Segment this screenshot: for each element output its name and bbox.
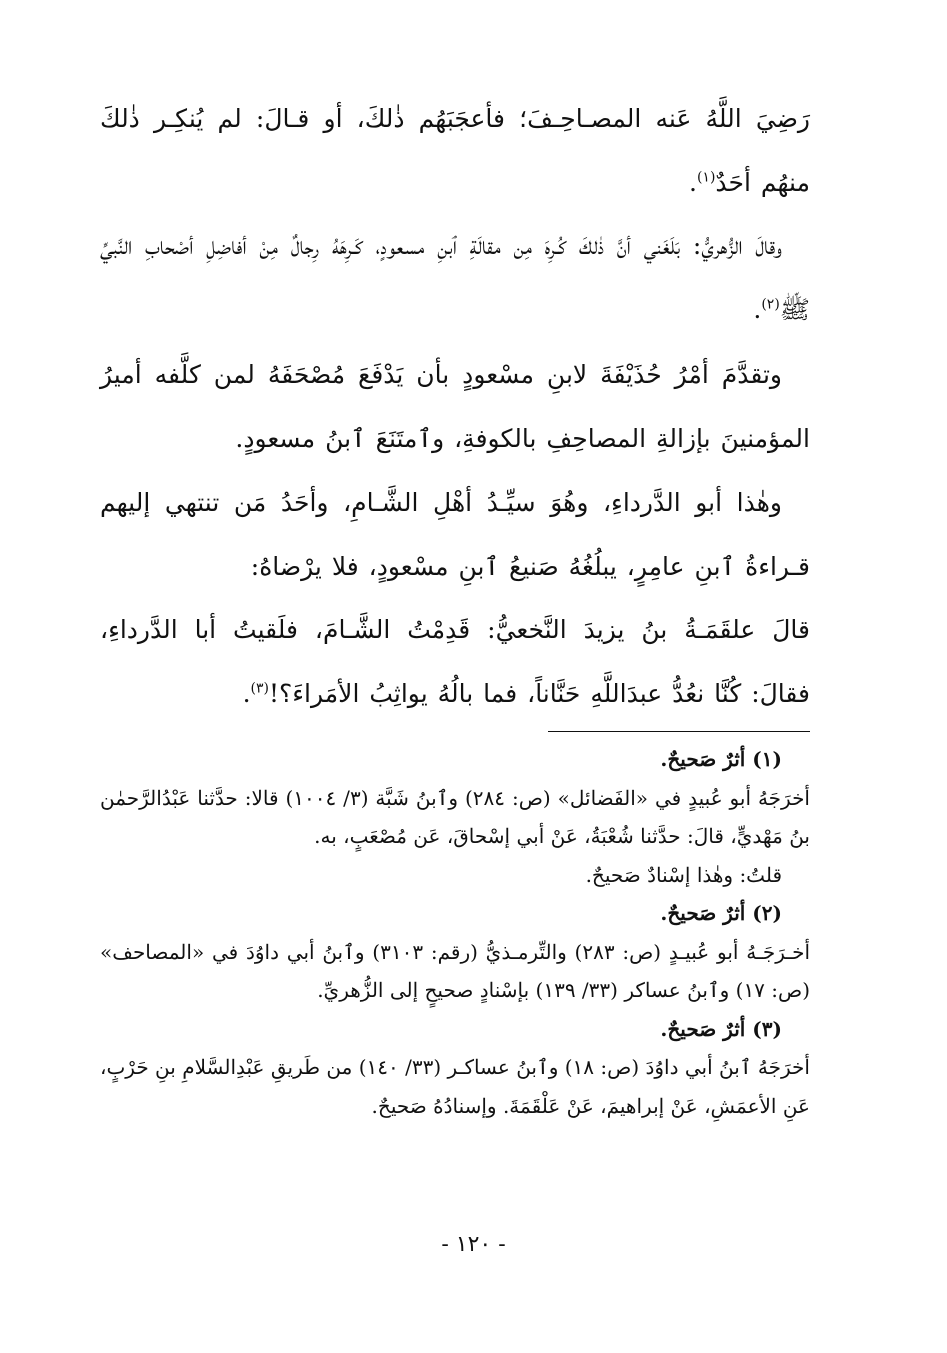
footnote-text-2: أخـرَجَـهُ أبو عُبيـدٍ (ص: ٢٨٣) والتِّرمـذيُّ (رقم: ٣١٠٣) وٱبنُ أبي داوُدَ في «المصاحف» (ص: ١٧) وٱبنُ عساكر (٣٣/ ١٣٩) بإسْنادٍ صحيحٍ إلى الزُّهريِّ. — [100, 939, 811, 1002]
page-number: - ١٢٠ - — [441, 1232, 506, 1257]
footnote-text-3: أخرَجَهُ ٱبنُ أبي داوُدَ (ص: ١٨) وٱبنُ عساكـر (٣٣/ ١٤٠) من طَريقِ عَبْدِالسَّلامِ بنِ حَرْبٍ، عَنِ الأعمَشِ، عَنْ إبراهيمَ، عَنْ عَلْقَمَةَ. وإسنادُهُ صَحيحٌ. — [100, 1055, 810, 1118]
paragraph-2 — [100, 214, 810, 342]
paragraph-tail: . — [242, 679, 251, 708]
footnote-comment: قلتُ: وهٰذا إسْنادٌ صَحيحٌ. — [585, 862, 782, 887]
paragraph-5 — [100, 598, 810, 726]
footnote-ref: (٣) — [250, 680, 269, 697]
footnote-text-1: أخرَجَهُ أبو عُبيدٍ في «الفَضائل» (ص: ٢٨٤) وٱبنُ شَبَّة (٣/ ١٠٠٤) قالا: حدَّثنا عَبْدُالرَّحمٰن بنُ مَهْديٍّ، قالَ: حدَّثنا شُعْبَةُ، عَنْ أبي إسْحاقَ، عَن مُصْعَبٍ، به. — [100, 785, 810, 848]
footnote-ref: (١) — [696, 169, 716, 186]
paragraph-3 — [100, 343, 810, 471]
footnotes — [100, 740, 810, 1125]
paragraph-text: وقالَ الزُّهريُّ: بَلَغَني أنَّ ذٰلكَ كُـرِهَ مِن مقالَةِ ٱبنِ مسعودٍ، كَـرِهَهُ رِجالٌ مِنْ أفاضِلِ أصْحابِ النَّبيِّ ﷺ — [100, 231, 810, 324]
paragraph-tail: . — [753, 295, 762, 324]
paragraph-text: وهٰذا أبو الدَّرداءِ، وهُوَ سيِّـدُ أهْلِ الشَّـامِ، وأحَدُ مَن تنتهي إليهم قـراءةُ ٱبنِ عامِرٍ، يبلُغُهُ صَنيعُ ٱبنِ مسْعودٍ، فلا يرْضاهُ: — [100, 488, 810, 581]
paragraph-text: وتقدَّمَ أمْرُ حُذَيْفَةَ لابنِ مسْعودٍ بأن يَدْفَعَ مُصْحَفَهُ لمن كلَّفه أميرُ المؤمنينَ بإزالةِ المصاحِفِ بالكوفةِ، وٱمتَنَعَ ٱبنُ مسعودٍ. — [100, 360, 810, 453]
main-text-3 — [100, 343, 810, 471]
footnote-ref: (٢) — [761, 296, 780, 313]
main-text-4 — [100, 471, 810, 599]
footnote-heading-1: (١) أثرٌ صَحيحٌ. — [660, 747, 782, 771]
main-text-5 — [100, 598, 810, 726]
footnote-heading-2: (٢) أثرٌ صَحيحٌ. — [660, 901, 782, 925]
paragraph-1 — [100, 87, 810, 215]
footnote-separator — [548, 731, 810, 732]
paragraph-tail: . — [689, 168, 697, 197]
main-text-2 — [100, 214, 810, 342]
main-text — [100, 87, 810, 215]
paragraph-4 — [100, 471, 810, 599]
footnote-heading-3: (٣) أثرٌ صَحيحٌ. — [660, 1016, 782, 1041]
paragraph-text: رَضِيَ اللَّهُ عَنه المصـاحِـفَ؛ فأعجَبَهُم ذٰلكَ، أو قـالَ: لم يُنكِـر ذٰلكَ منهُم أحَدٌ — [100, 104, 810, 197]
paragraph-text: قالَ علقَمَـةُ بنُ يزيدَ النَّخعيُّ: قَدِمْتُ الشَّـامَ، فلَقيتُ أبا الدَّرداءِ، فقالَ: كُنَّا نعُدُّ عبدَاللَّهِ حَنَّاناً، فما بالُهُ يواثِبُ الأمَراءَ؟! — [100, 615, 810, 708]
